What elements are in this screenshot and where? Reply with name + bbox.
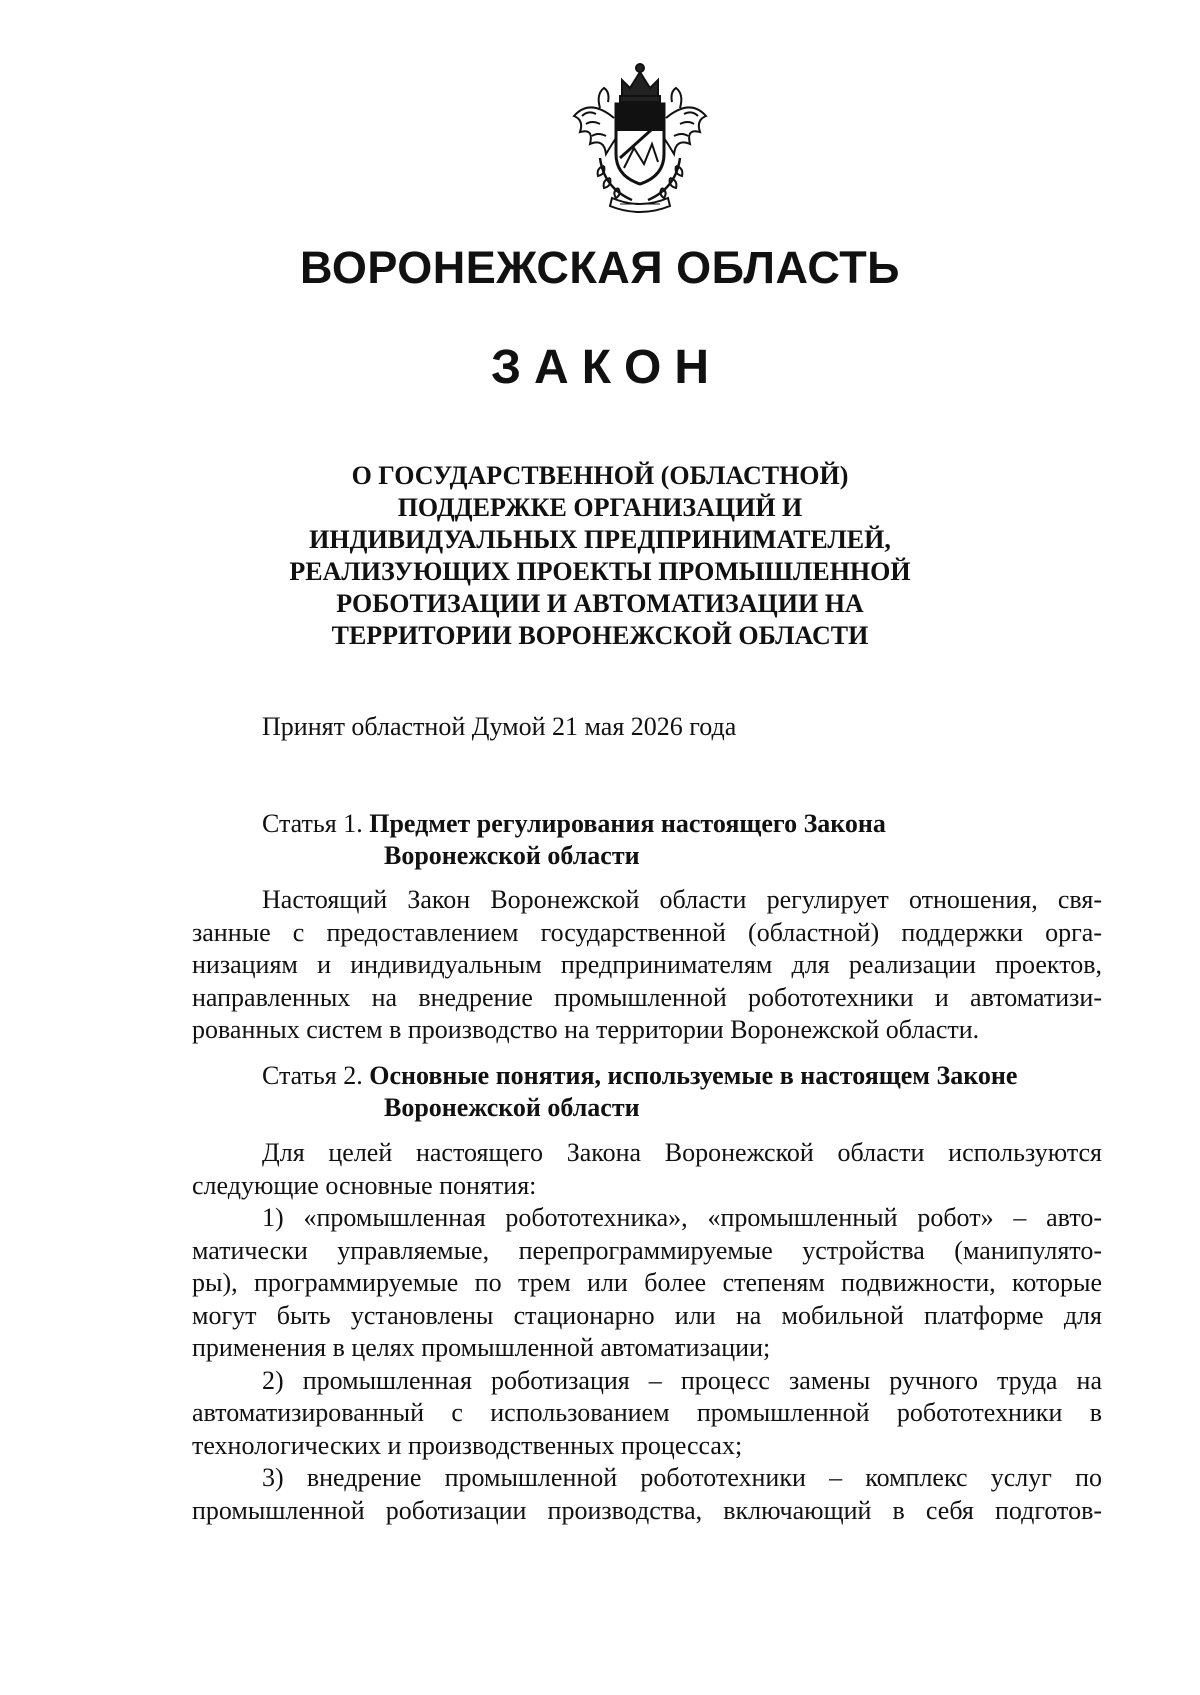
text-line: автоматизированный с использованием промышленной робототехники в xyxy=(192,1398,1102,1427)
text-line: 1) «промышленная робототехника», «промышленный робот» – авто- xyxy=(262,1203,1102,1232)
subject-line: РОБОТИЗАЦИИ И АВТОМАТИЗАЦИИ НА xyxy=(336,589,864,618)
text-line: матически управляемые, перепрограммируемые устройства (манипулято- xyxy=(192,1235,1102,1265)
article-2-heading xyxy=(262,1060,1017,1124)
text-line: занные с предоставлением государственной (областной) поддержки орга- xyxy=(192,917,1102,947)
article-name-continued: Воронежской области xyxy=(384,1093,640,1122)
article-name-continued: Воронежской области xyxy=(384,841,640,870)
law-subject-title xyxy=(220,460,980,652)
text-line: направленных на внедрение промышленной робототехники и автоматизи- xyxy=(192,982,1102,1012)
article-1-body xyxy=(192,884,1102,1047)
article-number: Статья 1. xyxy=(262,809,363,838)
article-number: Статья 2. xyxy=(262,1061,363,1090)
text-line: 2) промышленная роботизация – процесс замены ручного труда на xyxy=(262,1365,1102,1395)
text-line: технологических и производственных процессах; xyxy=(192,1430,743,1460)
subject-line: ИНДИВИДУАЛЬНЫХ ПРЕДПРИНИМАТЕЛЕЙ, xyxy=(309,525,891,554)
text-line: низациям и индивидуальным предпринимателям для реализации проектов, xyxy=(192,950,1102,979)
adoption-date: Принят областной Думой 21 мая 2026 года xyxy=(262,712,737,741)
subject-line: РЕАЛИЗУЮЩИХ ПРОЕКТЫ ПРОМЫШЛЕННОЙ xyxy=(289,557,911,586)
text-line: рованных систем в производство на территории Воронежской области. xyxy=(192,1015,980,1044)
text-line: 3) внедрение промышленной робототехники – комплекс услуг по xyxy=(262,1463,1102,1492)
subject-line: ТЕРРИТОРИИ ВОРОНЕЖСКОЙ ОБЛАСТИ xyxy=(331,621,869,650)
text-line: могут быть установлены стационарно или на мобильной платформе для xyxy=(192,1300,1102,1330)
article-1-heading xyxy=(262,808,886,872)
text-line: ры), программируемые по трем или более степеням подвижности, которые xyxy=(192,1268,1102,1297)
coat-of-arms-icon xyxy=(560,58,720,218)
text-line: следующие основные понятия: xyxy=(192,1170,537,1200)
subject-line: О ГОСУДАРСТВЕННОЙ (ОБЛАСТНОЙ) xyxy=(351,461,849,490)
subject-line: ПОДДЕРЖКЕ ОРГАНИЗАЦИЙ И xyxy=(397,493,803,522)
article-name: Основные понятия, используемые в настоящем Законе xyxy=(369,1061,1018,1090)
text-line: Для целей настоящего Закона Воронежской области используются xyxy=(262,1138,1102,1167)
article-2-body xyxy=(192,1137,1102,1527)
region-title: ВОРОНЕЖСКАЯ ОБЛАСТЬ xyxy=(299,242,901,293)
document-type-title: ЗАКОН xyxy=(490,341,723,394)
text-line: Настоящий Закон Воронежской области регулирует отношения, свя- xyxy=(262,885,1102,914)
text-line: промышленной роботизации производства, включающий в себя подготов- xyxy=(192,1495,1102,1525)
text-line: применения в целях промышленной автоматизации; xyxy=(192,1333,771,1362)
article-name: Предмет регулирования настоящего Закона xyxy=(369,809,886,838)
